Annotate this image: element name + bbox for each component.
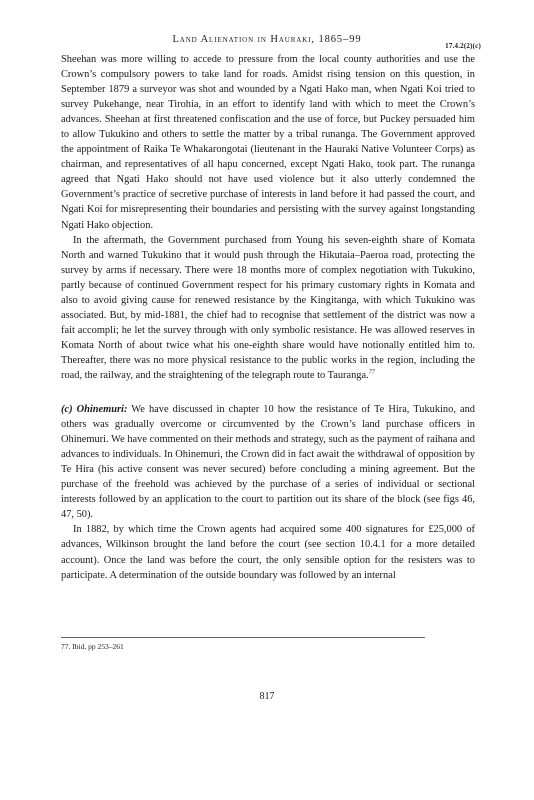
paragraph-3 [61,402,475,522]
footnote: 77. Ibid, pp 253–261 [61,642,124,651]
body-text [61,52,475,583]
paragraph-4: In 1882, by which time the Crown agents had acquired some 400 signatures for £25,000 of advances, Wilkinson brought the land before the court (see section 10.4.1 for a more detailed account). Once the land was before the court, the only sensible option for the resisters was to participate. A determination of the outside boundary was followed by an internal [61,524,475,581]
footnote-reference: 77 [368,369,375,376]
paragraph-3-text: We have discussed in chapter 10 how the resistance of Te Hira, Tukukino, and others was gradually overcome or circumvented by the Crown’s land purchase officers in Ohinemuri. We have commented on their methods and strategy, such as the payment of raihana and advances to individuals. In Ohinemuri, the Crown did in fact await the withdrawal of opposition by Te Hira (his active consent was never secured) before concluding a mining agreement. But the purchase of the freehold was achieved by the purchase of a series of individual or sectional interests followed by an application to the court to partition out its share of the block (see figs 46, 47, 50). [61,404,475,521]
paragraph-2-text: In the aftermath, the Government purchased from Young his seven-eighth share of Komata North and warned Tukukino that it would push through the Hikutaia–Paeroa road, protecting the survey by arms if necessary. There were 18 months more of complex negotiation with Tukukino, partly because of continued Government respect for his primary customary rights in Komata and also to avoid giving cause for renewed resistance by the Kingitanga, with which Tukukino was associated. But, by mid-1881, the chief had to recognise that settlement of the district was now a fait accompli; he let the survey through with only symbolic resistance. He was allowed reserves in Komata North of about twice what his one-eighth share would have notionally entitled him to. Thereafter, there was no more physical resistance to the public works in the region, including the road, the railway, and the straightening of the telegraph route to Tauranga. [61,234,475,381]
running-head: Land Alienation in Hauraki, 1865–99 [172,34,362,45]
section-heading-ohinemuri: (c) Ohinemuri: [61,404,128,416]
paragraph-1: Sheehan was more willing to accede to pressure from the local county authorities and use the Crown’s compulsory powers to take land for roads. Amidst rising tension on this question, in September 1879 a surveyor was shot and wounded by a Ngati Hako man, when Ngati Koi tried to survey Pukehange, near Tirohia, in an effort to identify land with which to meet the Crown’s advances. Sheehan at first threatened confiscation and the use of force, but Puckey persuaded him to allow Tukukino and others to settle the matter by a tribal runanga. The Government approved the appointment of Raika Te Whakarongotai (lieutenant in the Hauraki Native Volunteer Corps) as chairman, and representatives of all hapu concerned, except Ngati Hako, took part. The runanga agreed that Ngati Hako should not have used violence but it also utterly condemned the Government’s practice of secretive purchase of interests in land before it had passed the court, and Ngati Koi for misrepresenting their boundaries and persisting with the survey against longstanding Ngati Hako objection. [61,54,475,231]
page-number: 817 [259,691,275,702]
section-reference: 17.4.2(2)(c) [445,42,481,50]
paragraph-2 [61,233,475,383]
footnote-divider [61,637,425,638]
